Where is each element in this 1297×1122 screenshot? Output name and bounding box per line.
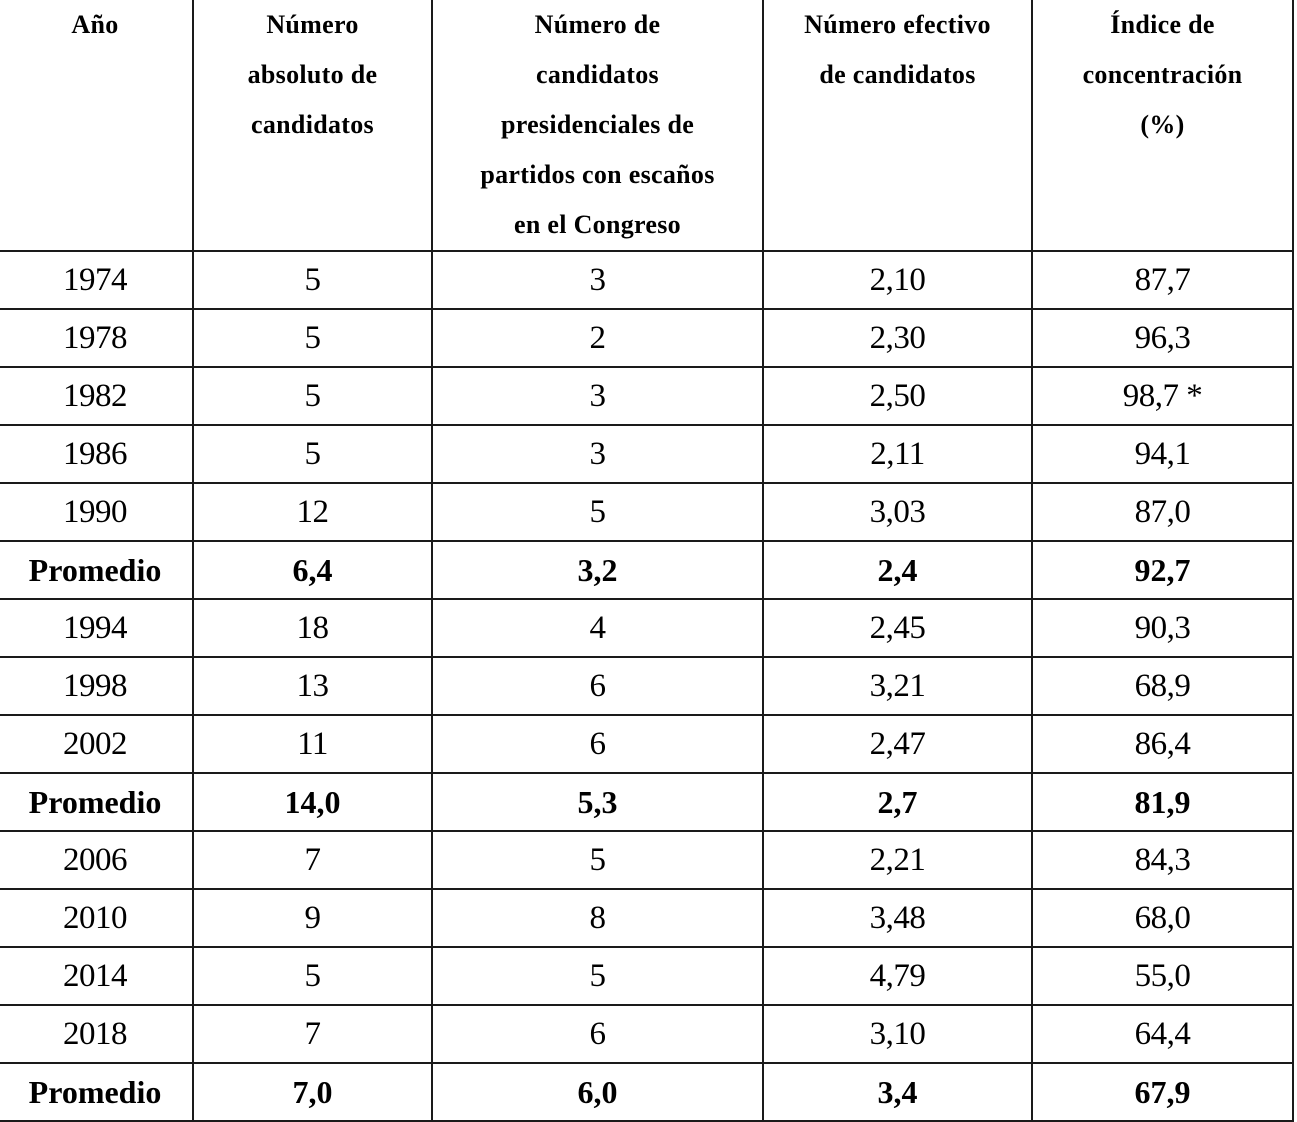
concentration-index-cell: 68,9 xyxy=(1032,657,1293,715)
concentration-index-cell: 90,3 xyxy=(1032,599,1293,657)
header-line: Número efectivo xyxy=(804,10,991,39)
candidates-with-seats-cell: 8 xyxy=(432,889,763,947)
absolute-candidates-cell: 7 xyxy=(193,831,432,889)
average-row xyxy=(0,541,1293,599)
year-cell: 1982 xyxy=(0,367,193,425)
year-cell: 1974 xyxy=(0,251,193,309)
year-cell: 1986 xyxy=(0,425,193,483)
concentration-index-cell: 64,4 xyxy=(1032,1005,1293,1063)
candidates-with-seats-cell: 6 xyxy=(432,1005,763,1063)
candidates-with-seats-cell: 5 xyxy=(432,483,763,541)
year-cell: 2018 xyxy=(0,1005,193,1063)
concentration-index-cell: 87,0 xyxy=(1032,483,1293,541)
header-line: Número xyxy=(266,10,359,39)
candidates-with-seats-cell: 3,2 xyxy=(432,541,763,599)
concentration-index-cell: 68,0 xyxy=(1032,889,1293,947)
year-cell: 1990 xyxy=(0,483,193,541)
table-row xyxy=(0,947,1293,1005)
table-row xyxy=(0,1005,1293,1063)
candidates-with-seats-cell: 4 xyxy=(432,599,763,657)
absolute-candidates-cell: 5 xyxy=(193,425,432,483)
table-row xyxy=(0,599,1293,657)
table-row xyxy=(0,367,1293,425)
concentration-index-cell: 86,4 xyxy=(1032,715,1293,773)
effective-candidates-cell: 3,48 xyxy=(763,889,1032,947)
table-body xyxy=(0,251,1293,1121)
year-cell: Promedio xyxy=(0,1063,193,1121)
concentration-index-cell: 96,3 xyxy=(1032,309,1293,367)
header-absolute-candidates xyxy=(193,0,432,251)
effective-candidates-cell: 2,47 xyxy=(763,715,1032,773)
candidates-with-seats-cell: 6 xyxy=(432,715,763,773)
effective-candidates-cell: 4,79 xyxy=(763,947,1032,1005)
year-cell: 2010 xyxy=(0,889,193,947)
average-row xyxy=(0,773,1293,831)
header-line: presidenciales de xyxy=(500,110,695,139)
concentration-index-cell: 92,7 xyxy=(1032,541,1293,599)
effective-candidates-cell: 3,21 xyxy=(763,657,1032,715)
header-row xyxy=(0,0,1293,251)
table-row xyxy=(0,889,1293,947)
year-cell: 2002 xyxy=(0,715,193,773)
absolute-candidates-cell: 18 xyxy=(193,599,432,657)
year-cell: 1998 xyxy=(0,657,193,715)
effective-candidates-cell: 2,11 xyxy=(763,425,1032,483)
candidates-with-seats-cell: 3 xyxy=(432,251,763,309)
candidates-with-seats-cell: 2 xyxy=(432,309,763,367)
absolute-candidates-cell: 5 xyxy=(193,251,432,309)
year-cell: Promedio xyxy=(0,773,193,831)
year-cell: 2006 xyxy=(0,831,193,889)
absolute-candidates-cell: 9 xyxy=(193,889,432,947)
absolute-candidates-cell: 12 xyxy=(193,483,432,541)
header-candidates-with-seats xyxy=(432,0,763,251)
year-cell: 2014 xyxy=(0,947,193,1005)
table-row xyxy=(0,425,1293,483)
absolute-candidates-cell: 5 xyxy=(193,947,432,1005)
effective-candidates-cell: 2,7 xyxy=(763,773,1032,831)
table-row xyxy=(0,251,1293,309)
effective-candidates-cell: 2,10 xyxy=(763,251,1032,309)
absolute-candidates-cell: 7 xyxy=(193,1005,432,1063)
header-line: concentración xyxy=(1082,60,1243,89)
concentration-index-cell: 98,7 * xyxy=(1032,367,1293,425)
average-row xyxy=(0,1063,1293,1121)
table-row xyxy=(0,483,1293,541)
absolute-candidates-cell: 6,4 xyxy=(193,541,432,599)
concentration-index-cell: 94,1 xyxy=(1032,425,1293,483)
year-cell: 1978 xyxy=(0,309,193,367)
header-line: (%) xyxy=(1140,110,1185,139)
header-year xyxy=(0,0,193,251)
effective-candidates-cell: 3,4 xyxy=(763,1063,1032,1121)
header-line: Índice de xyxy=(1110,10,1215,39)
header-effective-candidates xyxy=(763,0,1032,251)
effective-candidates-cell: 3,03 xyxy=(763,483,1032,541)
absolute-candidates-cell: 5 xyxy=(193,367,432,425)
candidates-with-seats-cell: 3 xyxy=(432,425,763,483)
effective-candidates-cell: 2,21 xyxy=(763,831,1032,889)
candidates-with-seats-cell: 3 xyxy=(432,367,763,425)
header-line: Año xyxy=(71,10,119,39)
absolute-candidates-cell: 5 xyxy=(193,309,432,367)
candidates-with-seats-cell: 6 xyxy=(432,657,763,715)
header-line: absoluto de xyxy=(247,60,378,89)
candidates-with-seats-cell: 5 xyxy=(432,947,763,1005)
candidates-with-seats-cell: 6,0 xyxy=(432,1063,763,1121)
effective-candidates-cell: 2,50 xyxy=(763,367,1032,425)
header-concentration-index xyxy=(1032,0,1293,251)
header-line: candidatos xyxy=(251,110,374,139)
concentration-index-cell: 81,9 xyxy=(1032,773,1293,831)
effective-candidates-cell: 3,10 xyxy=(763,1005,1032,1063)
effective-candidates-cell: 2,30 xyxy=(763,309,1032,367)
header-line: candidatos xyxy=(536,60,659,89)
absolute-candidates-cell: 7,0 xyxy=(193,1063,432,1121)
candidates-with-seats-cell: 5,3 xyxy=(432,773,763,831)
header-line: en el Congreso xyxy=(514,210,681,239)
effective-candidates-cell: 2,4 xyxy=(763,541,1032,599)
concentration-index-cell: 87,7 xyxy=(1032,251,1293,309)
table-row xyxy=(0,657,1293,715)
header-line: Número de xyxy=(534,10,661,39)
candidates-with-seats-cell: 5 xyxy=(432,831,763,889)
concentration-index-cell: 55,0 xyxy=(1032,947,1293,1005)
effective-candidates-cell: 2,45 xyxy=(763,599,1032,657)
year-cell: Promedio xyxy=(0,541,193,599)
table-row xyxy=(0,831,1293,889)
concentration-index-cell: 67,9 xyxy=(1032,1063,1293,1121)
year-cell: 1994 xyxy=(0,599,193,657)
absolute-candidates-cell: 13 xyxy=(193,657,432,715)
header-line: de candidatos xyxy=(819,60,976,89)
table-row xyxy=(0,309,1293,367)
header-line: partidos con escaños xyxy=(480,160,715,189)
concentration-index-cell: 84,3 xyxy=(1032,831,1293,889)
absolute-candidates-cell: 14,0 xyxy=(193,773,432,831)
table-row xyxy=(0,715,1293,773)
absolute-candidates-cell: 11 xyxy=(193,715,432,773)
